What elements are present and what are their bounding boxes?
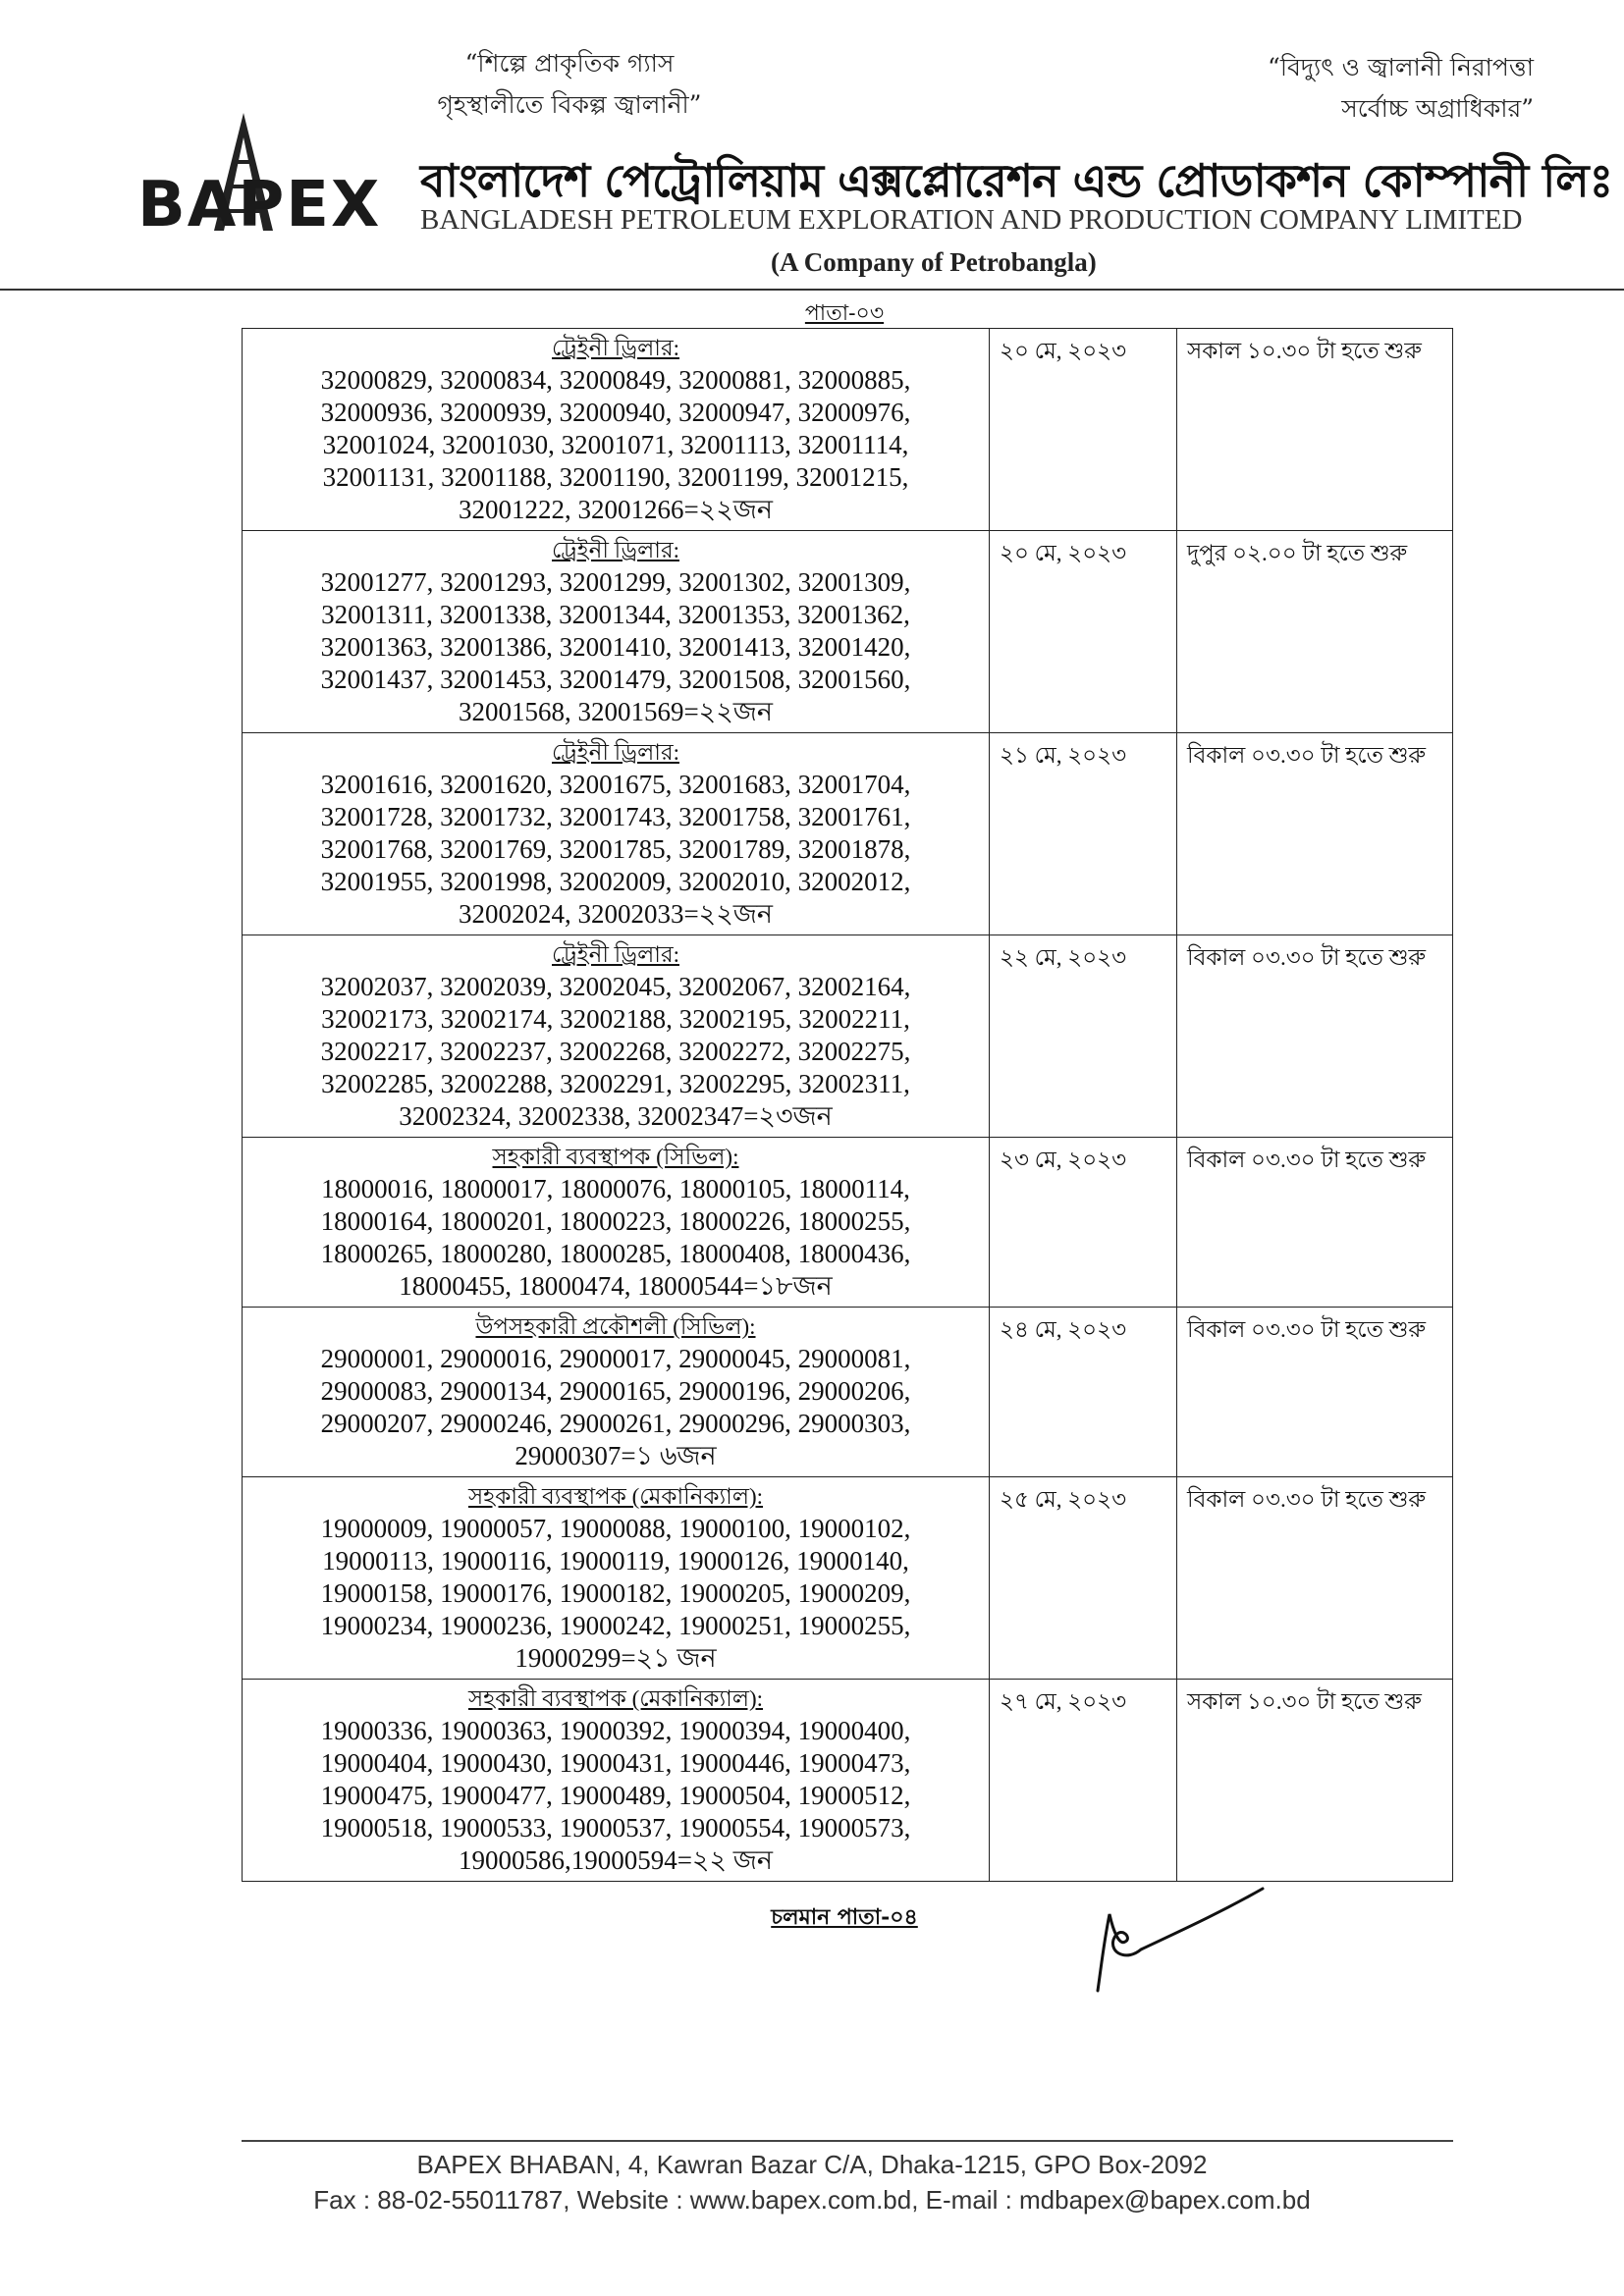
candidate-list-cell: [243, 1138, 990, 1308]
company-name-en: BANGLADESH PETROLEUM EXPLORATION AND PRODUCTION COMPANY LIMITED: [420, 204, 1523, 236]
roll-number-line: 29000083, 29000134, 29000165, 29000196, 29000206,: [320, 1376, 911, 1406]
roll-number-line: 32001568, 32001569=২২জন: [458, 697, 774, 726]
candidate-list-cell: [243, 1308, 990, 1477]
roll-number-line: 19000336, 19000363, 19000392, 19000394, 19000400,: [320, 1716, 911, 1745]
roll-number-line: 18000016, 18000017, 18000076, 18000105, 18000114,: [321, 1174, 910, 1203]
post-title: সহকারী ব্যবস্থাপক (সিভিল):: [492, 1145, 739, 1169]
roll-number-line: 32000829, 32000834, 32000849, 32000881, 32000885,: [320, 365, 911, 395]
candidate-list-cell: [243, 1477, 990, 1680]
roll-number-line: 32002173, 32002174, 32002188, 32002195, 32002211,: [321, 1004, 910, 1034]
page-number: পাতা-০৩: [804, 301, 885, 326]
schedule-row: [243, 329, 1453, 531]
slogan-right-line-1: “বিদ্যুৎ ও জ্বালানী নিরাপত্তা: [1268, 53, 1534, 81]
roll-number-line: 18000455, 18000474, 18000544=১৮জন: [399, 1271, 833, 1301]
roll-number-line: 32001363, 32001386, 32001410, 32001413, 32001420,: [320, 632, 911, 662]
candidate-list-cell: [243, 935, 990, 1138]
roll-number-line: 32001437, 32001453, 32001479, 32001508, 32001560,: [320, 665, 911, 694]
candidate-list-cell: [243, 531, 990, 733]
roll-number-line: 32001024, 32001030, 32001071, 32001113, 32001114,: [322, 430, 909, 459]
roll-number-line: 19000234, 19000236, 19000242, 19000251, 19000255,: [320, 1611, 911, 1640]
exam-time: বিকাল ০৩.৩০ টা হতে শুরু: [1177, 1138, 1453, 1308]
post-title: সহকারী ব্যবস্থাপক (মেকানিক্যাল):: [467, 1484, 764, 1509]
roll-number-line: 19000113, 19000116, 19000119, 19000126, 19000140,: [322, 1546, 909, 1575]
bapex-logo: [137, 108, 403, 241]
exam-date: ২৩ মে, ২০২৩: [990, 1138, 1177, 1308]
exam-date: ২৭ মে, ২০২৩: [990, 1680, 1177, 1882]
exam-time: বিকাল ০৩.৩০ টা হতে শুরু: [1177, 733, 1453, 935]
exam-date: ২০ মে, ২০২৩: [990, 531, 1177, 733]
post-title: উপসহকারী প্রকৌশলী (সিভিল):: [475, 1314, 756, 1339]
exam-time: বিকাল ০৩.৩০ টা হতে শুরু: [1177, 1308, 1453, 1477]
roll-number-line: 29000001, 29000016, 29000017, 29000045, 29000081,: [320, 1344, 911, 1373]
schedule-row: [243, 1138, 1453, 1308]
exam-date: ২২ মে, ২০২৩: [990, 935, 1177, 1138]
candidate-list-cell: [243, 1680, 990, 1882]
footer-contact: Fax : 88-02-55011787, Website : www.bapex.com.bd, E-mail : mdbapex@bapex.com.bd: [313, 2185, 1311, 2215]
schedule-row: [243, 935, 1453, 1138]
exam-time: বিকাল ০৩.৩০ টা হতে শুরু: [1177, 935, 1453, 1138]
post-title: ট্রেইনী ড্রিলার:: [552, 538, 679, 562]
post-title: ট্রেইনী ড্রিলার:: [552, 942, 679, 967]
candidate-list-cell: [243, 733, 990, 935]
roll-number-line: 32001616, 32001620, 32001675, 32001683, 32001704,: [320, 770, 911, 799]
slogan-right-line-2: সর্বোচ্চ অগ্রাধিকার”: [1341, 94, 1534, 123]
schedule-row: [243, 531, 1453, 733]
signature: [1090, 1885, 1267, 2002]
slogan-left: [412, 43, 727, 126]
roll-number-line: 18000164, 18000201, 18000223, 18000226, 18000255,: [320, 1206, 911, 1236]
roll-number-line: 19000009, 19000057, 19000088, 19000100, 19000102,: [320, 1514, 911, 1543]
post-title: ট্রেইনী ড্রিলার:: [552, 336, 679, 360]
roll-number-line: 32002217, 32002237, 32002268, 32002272, 32002275,: [320, 1037, 911, 1066]
header-divider: [0, 289, 1624, 291]
exam-date: ২৪ মে, ২০২৩: [990, 1308, 1177, 1477]
roll-number-line: 32001728, 32001732, 32001743, 32001758, 32001761,: [320, 802, 911, 831]
roll-number-line: 19000475, 19000477, 19000489, 19000504, 19000512,: [320, 1781, 911, 1810]
exam-schedule-table: [242, 328, 1453, 1882]
schedule-row: [243, 1680, 1453, 1882]
logo-text: BAPEX: [137, 169, 382, 241]
roll-number-line: 32000936, 32000939, 32000940, 32000947, 32000976,: [320, 398, 911, 427]
roll-number-line: 29000307=১ ৬জন: [514, 1441, 717, 1470]
slogan-left-line-2: গৃহস্থালীতে বিকল্প জ্বালানী”: [437, 90, 702, 119]
roll-number-line: 19000586,19000594=২২ জন: [458, 1845, 774, 1875]
exam-date: ২০ মে, ২০২৩: [990, 329, 1177, 531]
continue-page-label: চলমান পাতা-০৪: [771, 1904, 918, 1930]
roll-number-line: 19000404, 19000430, 19000431, 19000446, 19000473,: [320, 1748, 911, 1778]
schedule-row: [243, 733, 1453, 935]
roll-number-line: 32002285, 32002288, 32002291, 32002295, 32002311,: [321, 1069, 910, 1098]
company-name-bn: বাংলাদেশ পেট্রোলিয়াম এক্সপ্লোরেশন এন্ড প্রোডাকশন কোম্পানী লিঃ: [420, 154, 1613, 207]
roll-number-line: 32002024, 32002033=২২জন: [458, 899, 774, 929]
roll-number-line: 19000158, 19000176, 19000182, 19000205, 19000209,: [320, 1578, 911, 1608]
exam-time: বিকাল ০৩.৩০ টা হতে শুরু: [1177, 1477, 1453, 1680]
exam-time: সকাল ১০.৩০ টা হতে শুরু: [1177, 329, 1453, 531]
exam-date: ২১ মে, ২০২৩: [990, 733, 1177, 935]
company-subtitle: (A Company of Petrobangla): [771, 247, 1097, 277]
roll-number-line: 32001311, 32001338, 32001344, 32001353, 32001362,: [321, 600, 910, 629]
roll-number-line: 32001768, 32001769, 32001785, 32001789, 32001878,: [320, 834, 911, 864]
roll-number-line: 32002324, 32002338, 32002347=২৩জন: [399, 1101, 833, 1131]
roll-number-line: 32001277, 32001293, 32001299, 32001302, 32001309,: [320, 567, 911, 597]
roll-number-line: 32001222, 32001266=২২জন: [458, 495, 774, 524]
roll-number-line: 19000518, 19000533, 19000537, 19000554, 19000573,: [320, 1813, 911, 1842]
schedule-row: [243, 1308, 1453, 1477]
roll-number-line: 32002037, 32002039, 32002045, 32002067, 32002164,: [320, 972, 911, 1001]
footer-address: BAPEX BHABAN, 4, Kawran Bazar C/A, Dhaka-1215, GPO Box-2092: [416, 2150, 1208, 2179]
post-title: ট্রেইনী ড্রিলার:: [552, 740, 679, 765]
footer-divider: [242, 2140, 1453, 2142]
roll-number-line: 18000265, 18000280, 18000285, 18000408, 18000436,: [320, 1239, 911, 1268]
post-title: সহকারী ব্যবস্থাপক (মেকানিক্যাল):: [467, 1686, 764, 1711]
candidate-list-cell: [243, 329, 990, 531]
schedule-row: [243, 1477, 1453, 1680]
slogan-left-line-1: “শিল্পে প্রাকৃতিক গ্যাস: [464, 49, 675, 78]
exam-date: ২৫ মে, ২০২৩: [990, 1477, 1177, 1680]
roll-number-line: 29000207, 29000246, 29000261, 29000296, 29000303,: [320, 1409, 911, 1438]
exam-time: সকাল ১০.৩০ টা হতে শুরু: [1177, 1680, 1453, 1882]
roll-number-line: 32001131, 32001188, 32001190, 32001199, 32001215,: [322, 462, 909, 492]
roll-number-line: 19000299=২১ জন: [514, 1643, 717, 1673]
roll-number-line: 32001955, 32001998, 32002009, 32002010, 32002012,: [320, 867, 911, 896]
slogan-right: [1218, 47, 1534, 130]
exam-time: দুপুর ০২.০০ টা হতে শুরু: [1177, 531, 1453, 733]
